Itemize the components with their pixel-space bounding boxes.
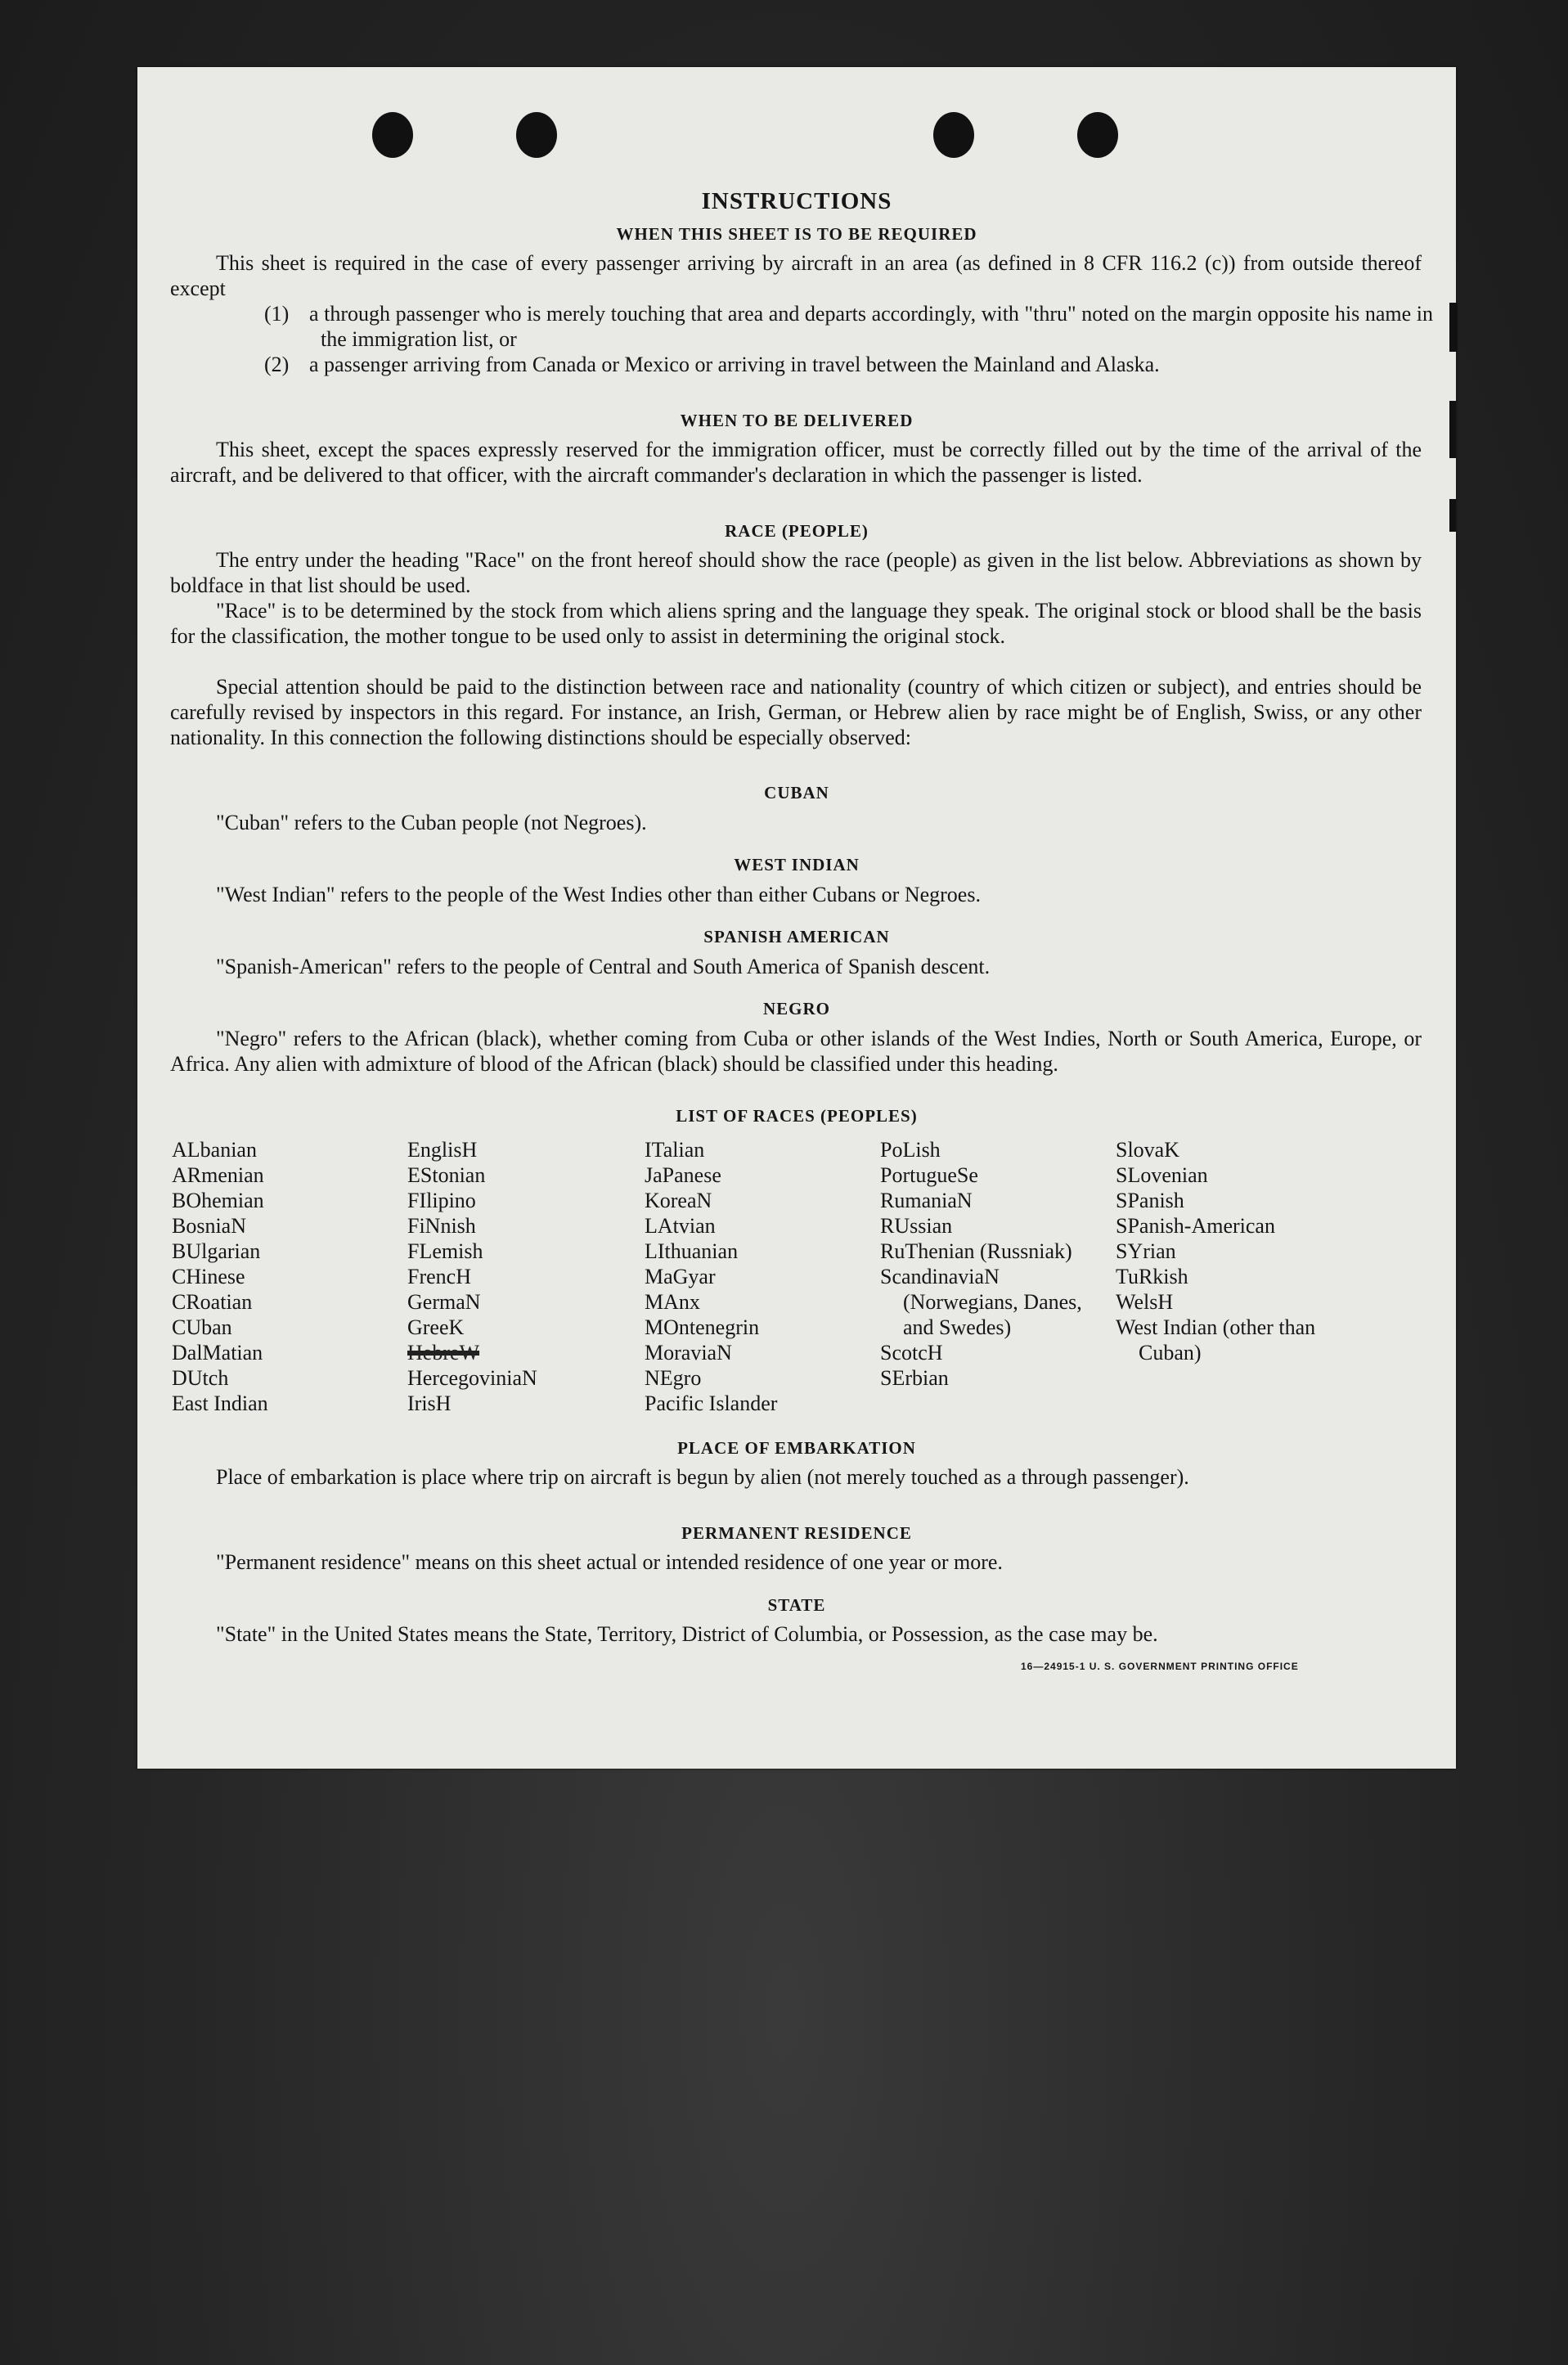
race-entry: MaGyar <box>645 1265 716 1288</box>
race-entry: GreeK <box>407 1315 465 1339</box>
race-entry: CRoatian <box>172 1290 253 1314</box>
race-entry: SErbian <box>880 1366 949 1390</box>
heading-negro: NEGRO <box>762 999 830 1018</box>
edge-shadow-mark <box>1449 401 1456 458</box>
race-entry: East Indian <box>172 1392 268 1415</box>
cuban-text: "Cuban" refers to the Cuban people (not Negroes). <box>216 811 647 834</box>
race-entry: EnglisH <box>407 1138 478 1162</box>
race-entry: ITalian <box>645 1138 705 1162</box>
punch-hole <box>372 112 413 158</box>
race-entry: Pacific Islander <box>645 1392 778 1415</box>
race-entry: MOntenegrin <box>645 1315 760 1339</box>
race-entry: NEgro <box>645 1366 702 1390</box>
race-entry: RUssian <box>880 1214 953 1238</box>
race-entry: MAnx <box>645 1290 700 1314</box>
instruction-sheet <box>137 67 1456 1769</box>
race-entry: WelsH <box>1116 1290 1174 1314</box>
heading-west-indian: WEST INDIAN <box>734 855 860 875</box>
race-entry: MoraviaN <box>645 1341 732 1365</box>
edge-shadow-mark <box>1449 499 1456 532</box>
race-entry: BUlgarian <box>172 1239 261 1263</box>
race-entry: ARmenian <box>172 1163 264 1187</box>
printing-office-footer: 16—24915-1 U. S. GOVERNMENT PRINTING OFFICE <box>1021 1661 1299 1672</box>
race-entry: LAtvian <box>645 1214 716 1238</box>
races-column-2 <box>407 1137 628 1416</box>
race-entry: HercegoviniaN <box>407 1366 537 1390</box>
races-column-5 <box>1116 1137 1361 1365</box>
race-entry: SLovenian <box>1116 1163 1208 1187</box>
races-column-4 <box>880 1137 1101 1391</box>
race-entry: BOhemian <box>172 1189 264 1212</box>
race-entry: DUtch <box>172 1366 229 1390</box>
races-column-1 <box>172 1137 393 1416</box>
when-required-intro: This sheet is required in the case of every passenger arriving by aircraft in an area (as defined in 8 CFR 116.2 (c)) from outside thereof except <box>170 251 1422 300</box>
heading-race: RACE (PEOPLE) <box>725 521 869 541</box>
heading-when-delivered: WHEN TO BE DELIVERED <box>680 411 914 430</box>
spanish-american-text: "Spanish-American" refers to the people of Central and South America of Spanish descent. <box>216 955 991 978</box>
race-entry: LIthuanian <box>645 1239 739 1263</box>
race-paragraph-3: Special attention should be paid to the distinction between race and nationality (country of which citizen or subject), and entries should be carefully revised by inspectors in this regard. For instance, an Irish, German, or Hebrew alien by race might be of English, Swiss, or any other nationality. In this connection the following distinctions should be especially observed: <box>170 675 1422 749</box>
punch-hole <box>933 112 974 158</box>
edge-shadow-mark <box>1449 303 1458 352</box>
races-column-3 <box>645 1137 874 1416</box>
race-entry: SPanish-American <box>1116 1214 1275 1238</box>
race-entry: RuThenian (Russniak) <box>880 1239 1072 1263</box>
item2-text: a passenger arriving from Canada or Mexico or arriving in travel between the Mainland and Alaska. <box>309 353 1160 376</box>
heading-when-required: WHEN THIS SHEET IS TO BE REQUIRED <box>616 224 977 244</box>
race-entry: SPanish <box>1116 1189 1184 1212</box>
residence-text: "Permanent residence" means on this sheet actual or intended residence of one year or more. <box>216 1550 1003 1574</box>
heading-cuban: CUBAN <box>764 783 829 803</box>
punch-hole <box>1077 112 1118 158</box>
item1-text: a through passenger who is merely touching that area and departs accordingly, with "thru" noted on the margin opposite his name in the immigration list, or <box>309 302 1433 351</box>
heading-embarkation: PLACE OF EMBARKATION <box>677 1438 916 1458</box>
race-entry: FLemish <box>407 1239 483 1263</box>
heading-permanent-residence: PERMANENT RESIDENCE <box>681 1523 912 1543</box>
race-entry: CUban <box>172 1315 232 1339</box>
race-entry: RumaniaN <box>880 1189 973 1212</box>
item2-number: (2) <box>264 353 290 376</box>
heading-state: STATE <box>767 1595 826 1615</box>
punch-hole <box>516 112 557 158</box>
embarkation-text: Place of embarkation is place where trip on aircraft is begun by alien (not merely touched as a through passenger). <box>216 1465 1189 1489</box>
race-entry: GermaN <box>407 1290 481 1314</box>
state-text: "State" in the United States means the State, Territory, District of Columbia, or Possession, as the case may be. <box>216 1622 1158 1646</box>
when-delivered-text: This sheet, except the spaces expressly reserved for the immigration officer, must be correctly filled out by the time of the arrival of the aircraft, and be delivered to that officer, with the aircraft commander's declaration in which the passenger is listed. <box>170 438 1422 487</box>
race-entry: PortugueSe <box>880 1163 978 1187</box>
race-entry: PoLish <box>880 1138 941 1162</box>
item1-number: (1) <box>264 302 290 326</box>
race-entry: EStonian <box>407 1163 486 1187</box>
race-entry: ALbanian <box>172 1138 257 1162</box>
race-entry: IrisH <box>407 1392 452 1415</box>
race-entry: KoreaN <box>645 1189 712 1212</box>
race-paragraph-1: The entry under the heading "Race" on the front hereof should show the race (people) as given in the list below. Abbreviations as shown by boldface in that list should be used. <box>170 548 1422 597</box>
race-entry: ScandinaviaN (Norwegians, Danes, and Swedes) <box>880 1265 1082 1339</box>
heading-spanish-american: SPANISH AMERICAN <box>703 927 890 946</box>
race-entry: ScotcH <box>880 1341 943 1365</box>
race-entry: West Indian (other than Cuban) <box>1116 1315 1316 1365</box>
west-indian-text: "West Indian" refers to the people of the West Indies other than either Cubans or Negroes. <box>216 883 981 906</box>
race-entry: TuRkish <box>1116 1265 1188 1288</box>
race-entry: SlovaK <box>1116 1138 1179 1162</box>
race-entry: CHinese <box>172 1265 245 1288</box>
race-entry-struck-out: HebreW <box>407 1341 480 1365</box>
race-entry: SYrian <box>1116 1239 1176 1263</box>
race-entry: BosniaN <box>172 1214 246 1238</box>
race-entry: FrencH <box>407 1265 471 1288</box>
race-paragraph-2: "Race" is to be determined by the stock from which aliens spring and the language they speak. The original stock or blood shall be the basis for the classification, the mother tongue to be used only to assist in determining the original stock. <box>170 599 1422 648</box>
race-entry: FIlipino <box>407 1189 476 1212</box>
heading-list-of-races: LIST OF RACES (PEOPLES) <box>676 1106 918 1126</box>
document-title: INSTRUCTIONS <box>701 188 892 214</box>
race-entry: JaPanese <box>645 1163 721 1187</box>
negro-text: "Negro" refers to the African (black), whether coming from Cuba or other islands of the West Indies, North or South America, Europe, or Africa. Any alien with admixture of blood of the African (black) should be classified under this heading. <box>170 1027 1422 1076</box>
race-entry: DalMatian <box>172 1341 263 1365</box>
race-entry: FiNnish <box>407 1214 476 1238</box>
